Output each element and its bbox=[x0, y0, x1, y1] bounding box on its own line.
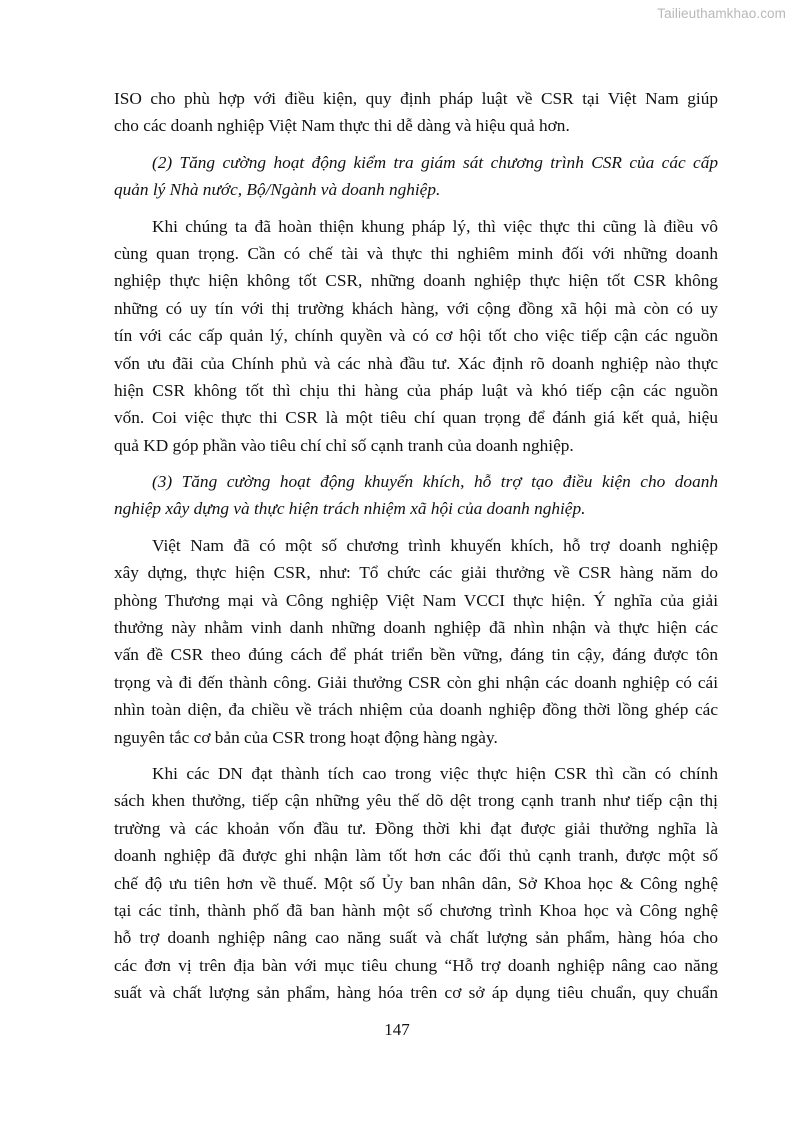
page-number: 147 bbox=[384, 1020, 410, 1039]
italic-heading bbox=[114, 468, 718, 523]
text-line: xây dựng, thực hiện CSR, như: Tổ chức các giải thưởng về CSR hàng năm do bbox=[114, 563, 718, 583]
text-line: nhìn toàn diện, đa chiều về trách nhiệm của doanh nghiệp đồng thời lồng ghép các bbox=[114, 700, 718, 720]
text-line: sách khen thưởng, tiếp cận những yêu thế dõ dệt trong cạnh tranh như tiếp cận thị bbox=[114, 791, 718, 811]
paragraph bbox=[114, 760, 718, 1007]
italic-heading bbox=[114, 149, 718, 204]
text-line: quản lý Nhà nước, Bộ/Ngành và doanh nghiệp. bbox=[114, 180, 441, 200]
text-line: Việt Nam đã có một số chương trình khuyến khích, hỗ trợ doanh nghiệp bbox=[152, 535, 718, 555]
text-line: những có uy tín với thị trường khách hàng, với cộng đồng xã hội mà còn có uy bbox=[114, 298, 718, 318]
text-line: Khi chúng ta đã hoàn thiện khung pháp lý, thì việc thực thi cũng là điều vô bbox=[152, 216, 718, 236]
text-line: tại các tỉnh, thành phố đã ban hành một số chương trình Khoa học và Công nghệ bbox=[114, 900, 718, 920]
text-line: nghiệp thực hiện không tốt CSR, những doanh nghiệp thực hiện tốt CSR không bbox=[114, 271, 718, 291]
text-line: vốn. Coi việc thực thi CSR là một tiêu chí quan trọng để đánh giá kết quả, hiệu bbox=[114, 408, 718, 428]
text-line: các đơn vị trên địa bàn với mục tiêu chung “Hỗ trợ doanh nghiệp nâng cao năng bbox=[114, 955, 718, 975]
text-line: suất và chất lượng sản phẩm, hàng hóa trên cơ sở áp dụng tiêu chuẩn, quy chuẩn bbox=[114, 983, 718, 1003]
paragraph bbox=[114, 532, 718, 751]
text-line: thưởng này nhằm vinh danh những doanh nghiệp đã nhìn nhận và thực hiện các bbox=[114, 618, 718, 638]
text-line: nguyên tắc cơ bản của CSR trong hoạt động hàng ngày. bbox=[114, 727, 498, 747]
text-line: Khi các DN đạt thành tích cao trong việc thực hiện CSR thì cần có chính bbox=[152, 763, 718, 783]
text-line: hỗ trợ doanh nghiệp nâng cao năng suất và chất lượng sản phẩm, hàng hóa cho bbox=[114, 928, 718, 948]
text-line: phòng Thương mại và Công nghiệp Việt Nam VCCI thực hiện. Ý nghĩa của giải bbox=[114, 590, 718, 610]
text-line: hiện CSR không tốt thì chịu thi hàng của pháp luật và khó tiếp cận các nguồn bbox=[114, 380, 718, 400]
text-line: cùng quan trọng. Cần có chế tài và thực thi nghiêm minh đối với những doanh bbox=[114, 243, 718, 263]
paragraph bbox=[114, 85, 718, 140]
text-line: vốn ưu đãi của Chính phủ và các nhà đầu tư. Xác định rõ doanh nghiệp nào thực bbox=[114, 353, 718, 373]
text-line: nghiệp xây dựng và thực hiện trách nhiệm xã hội của doanh nghiệp. bbox=[114, 499, 586, 519]
text-line: trọng và đi đến thành công. Giải thưởng CSR còn ghi nhận các doanh nghiệp có cái bbox=[114, 672, 718, 692]
page-body bbox=[114, 85, 718, 1007]
watermark: Tailieuthamkhao.com bbox=[657, 6, 786, 21]
text-line: ISO cho phù hợp với điều kiện, quy định pháp luật về CSR tại Việt Nam giúp bbox=[114, 89, 718, 108]
paragraph bbox=[114, 213, 718, 460]
text-line: vấn đề CSR theo đúng cách để phát triển bền vững, đáng tin cậy, đáng được tôn bbox=[114, 645, 718, 665]
text-line: tín với các cấp quản lý, chính quyền và có cơ hội tốt cho việc tiếp cận các nguồn bbox=[114, 326, 718, 346]
text-line: trường và các khoản vốn đầu tư. Đồng thời khi đạt được giải thưởng nghĩa là bbox=[114, 818, 718, 838]
text-line: cho các doanh nghiệp Việt Nam thực thi dễ dàng và hiệu quả hơn. bbox=[114, 116, 570, 136]
text-line: quả KD góp phần vào tiêu chí chỉ số cạnh tranh của doanh nghiệp. bbox=[114, 435, 574, 455]
text-line: doanh nghiệp đã được ghi nhận làm tốt hơn các đối thủ cạnh tranh, được một số bbox=[114, 846, 718, 866]
text-line: chế độ ưu tiên hơn về thuế. Một số Ủy ban nhân dân, Sở Khoa học & Công nghệ bbox=[114, 873, 718, 893]
text-line: (3) Tăng cường hoạt động khuyến khích, hỗ trợ tạo điều kiện cho doanh bbox=[152, 472, 718, 492]
text-line: (2) Tăng cường hoạt động kiểm tra giám sát chương trình CSR của các cấp bbox=[152, 152, 718, 172]
